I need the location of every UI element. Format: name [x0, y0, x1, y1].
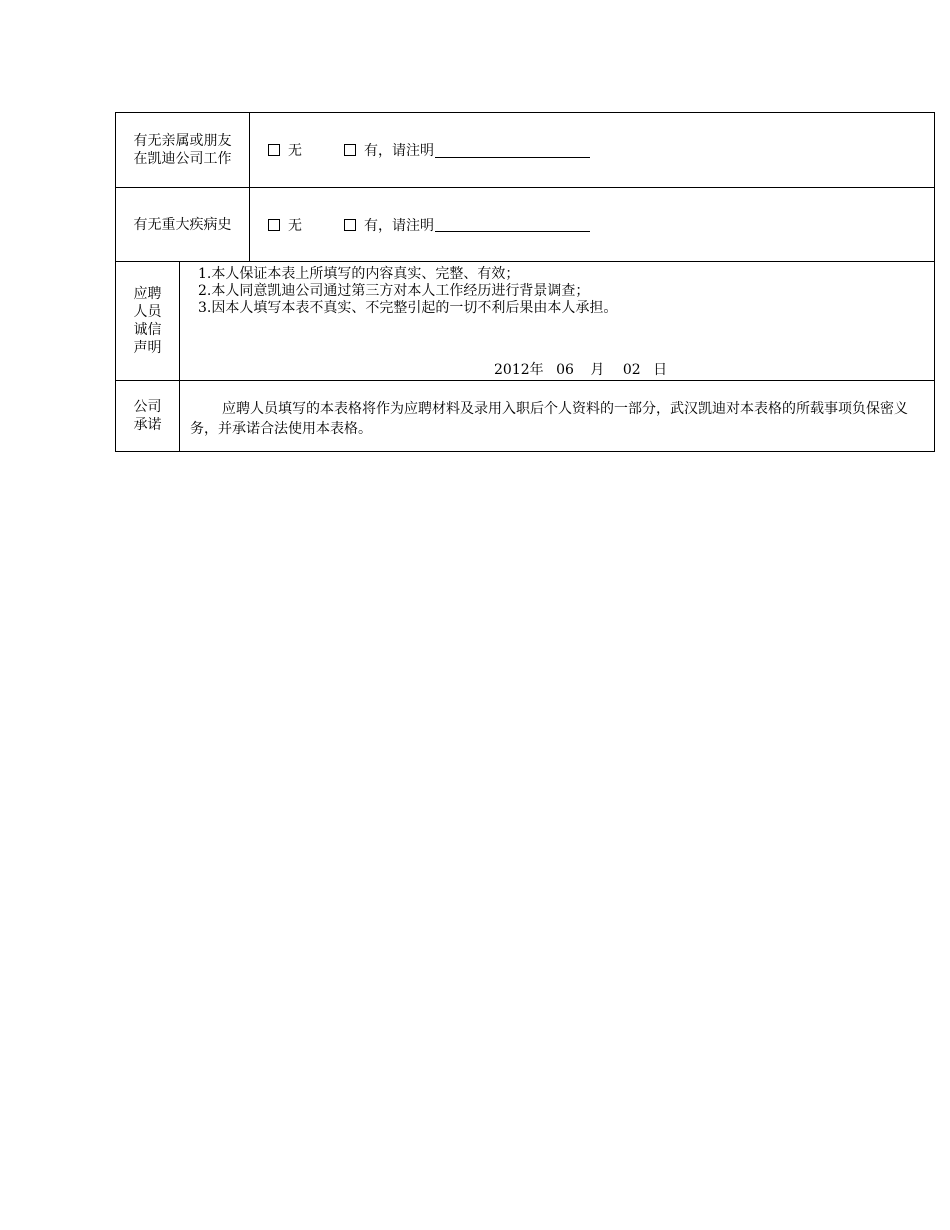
declaration-row — [116, 262, 934, 381]
date-year: 2012年 — [494, 362, 544, 378]
relatives-yes-option[interactable] — [344, 140, 590, 160]
illness-yes-label: 有，请注明 — [364, 217, 434, 234]
relatives-note-field[interactable] — [435, 143, 590, 158]
declaration-label-line: 诚信 — [133, 322, 162, 338]
illness-no-checkbox[interactable] — [268, 219, 280, 231]
relatives-row — [116, 113, 934, 188]
declaration-statements — [198, 266, 617, 317]
illness-content — [250, 188, 934, 261]
relatives-label — [116, 113, 250, 187]
illness-row — [116, 188, 934, 262]
relatives-no-option[interactable] — [268, 140, 302, 160]
date-month-value: 06 — [556, 362, 574, 378]
relatives-label-line1: 有无亲属或朋友 — [133, 133, 232, 149]
illness-no-label: 无 — [288, 217, 302, 234]
date-day-unit: 日 — [653, 362, 668, 378]
relatives-no-checkbox[interactable] — [268, 144, 280, 156]
promise-label-line: 承诺 — [133, 417, 162, 433]
date-day-value: 02 — [622, 362, 641, 378]
declaration-label-line: 声明 — [133, 340, 162, 356]
declaration-label-line: 人员 — [133, 304, 162, 320]
applicant-form-table — [115, 112, 935, 452]
promise-text: 应聘人员填写的本表格将作为应聘材料及录用入职后个人资料的一部分，武汉凯迪对本表格的所载事项负保密义务，并承诺合法使用本表格。 — [190, 401, 908, 437]
illness-no-option[interactable] — [268, 215, 302, 235]
relatives-no-label: 无 — [288, 143, 302, 159]
promise-row — [116, 381, 934, 451]
illness-yes-checkbox[interactable] — [344, 219, 356, 231]
promise-content — [180, 381, 934, 451]
declaration-item: 3.因本人填写本表不真实、不完整引起的一切不利后果由本人承担。 — [198, 300, 618, 316]
relatives-content — [250, 113, 934, 187]
date-month-unit: 月 — [590, 362, 605, 378]
declaration-label-line: 应聘 — [133, 286, 162, 302]
relatives-yes-checkbox[interactable] — [344, 144, 356, 156]
relatives-yes-label: 有，请注明 — [364, 143, 434, 159]
relatives-label-line2: 在凯迪公司工作 — [133, 151, 232, 167]
illness-label: 有无重大疾病史 — [116, 188, 250, 261]
illness-note-field[interactable] — [435, 217, 590, 232]
declaration-item: 2.本人同意凯迪公司通过第三方对本人工作经历进行背景调查； — [198, 283, 590, 299]
declaration-content — [180, 262, 934, 380]
declaration-date — [494, 359, 667, 379]
illness-yes-option[interactable] — [344, 215, 590, 235]
declaration-label — [116, 262, 180, 380]
promise-label — [116, 381, 180, 451]
declaration-item: 1.本人保证本表上所填写的内容真实、完整、有效； — [198, 266, 520, 282]
promise-label-line: 公司 — [133, 399, 162, 415]
